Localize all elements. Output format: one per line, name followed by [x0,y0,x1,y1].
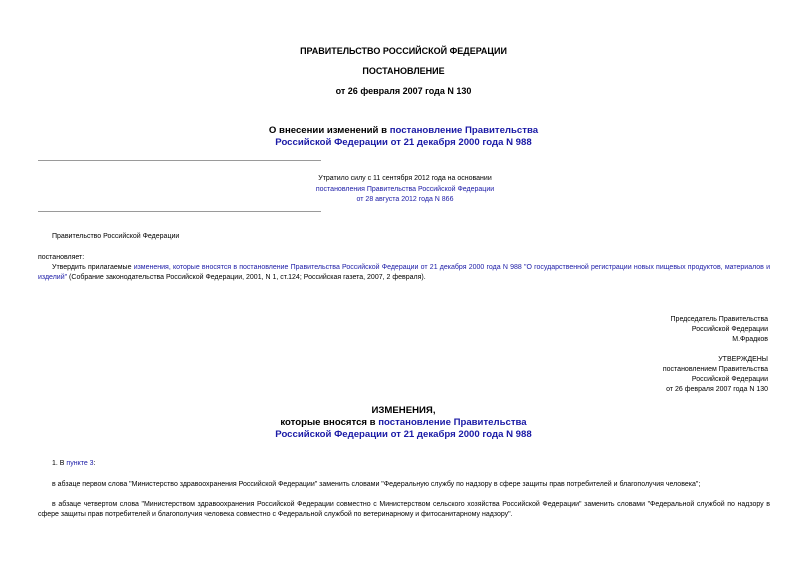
document-title [0,125,807,149]
item-1-suffix: : [93,460,96,467]
approval-heading: УТВЕРЖДЕНЫ [718,356,768,363]
changes-line2-prefix: которые вносятся в [280,417,379,428]
approve-paragraph [38,263,770,283]
expiry-note [300,174,510,206]
changes-link-line3[interactable]: Российской Федерации от 21 декабря 2000 года N 988 [275,429,532,440]
item-1-prefix: 1. В [52,460,67,467]
changes-link-line2[interactable]: постановление Правительства [378,417,527,428]
signature-block [568,315,768,345]
approve-text: Утвердить прилагаемые [52,264,134,271]
approval-line4: от 26 февраля 2007 года N 130 [666,386,768,393]
document-type: ПОСТАНОВЛЕНИЕ [362,66,445,76]
expiry-note-link1[interactable]: постановления Правительства Российской Федерации [315,185,495,193]
approval-line3: Российской Федерации [691,376,768,383]
paragraph-1: в абзаце первом слова "Министерство здравоохранения Российской Федерации" заменить словами "Федеральную службу по надзору в сфере защиты прав потребителей и благополучия человека"; [52,481,701,488]
divider-top [38,160,321,161]
title-link-line1[interactable]: постановление Правительства [389,125,539,136]
signature-position: Председатель Правительства [670,316,768,323]
government-heading: ПРАВИТЕЛЬСТВО РОССИЙСКОЙ ФЕДЕРАЦИИ [300,46,507,56]
approve-source: (Собрание законодательства Российской Федерации, 2001, N 1, ст.124; Российская газета, 2007, 2 февраля). [67,274,426,281]
government-label: Правительство Российской Федерации [52,233,180,240]
expiry-note-text: Утратило силу с 11 сентября 2012 года на основании [318,175,492,182]
title-prefix: О внесении изменений в [268,125,390,136]
approve-link[interactable]: изменения, которые вносятся в постановление Правительства Российской Федерации от 21 декабря 2000 года N 988 "О государственной регистрации новых пищевых продуктов, материалов и изделий" [38,264,770,281]
expiry-note-link2[interactable]: от 28 августа 2012 года N 866 [356,196,454,203]
decides-label: постановляет: [38,254,85,261]
item-1-link[interactable]: пункте 3 [66,460,94,467]
signature-country: Российской Федерации [691,326,768,333]
title-link-line2[interactable]: Российской Федерации от 21 декабря 2000 года N 988 [275,137,532,148]
signature-name: М.Фрадков [732,336,768,343]
changes-title [0,405,807,441]
item-1 [52,459,96,469]
paragraph-2: в абзаце четвертом слова "Министерством здравоохранения Российской Федерации совместно с Министерством сельского хозяйства Российской Федерации" заменить словами "Федеральной службой по надзору в сфере защиты прав потребителей и благополучия человека совместно с Федеральной службой по ветеринарному и фитосанитарному надзору". [38,501,770,518]
approval-block [568,355,768,395]
document-date-number: от 26 февраля 2007 года N 130 [335,86,472,96]
divider-bottom [38,211,321,212]
changes-heading: ИЗМЕНЕНИЯ, [371,405,436,416]
approval-line2: постановлением Правительства [662,366,768,373]
